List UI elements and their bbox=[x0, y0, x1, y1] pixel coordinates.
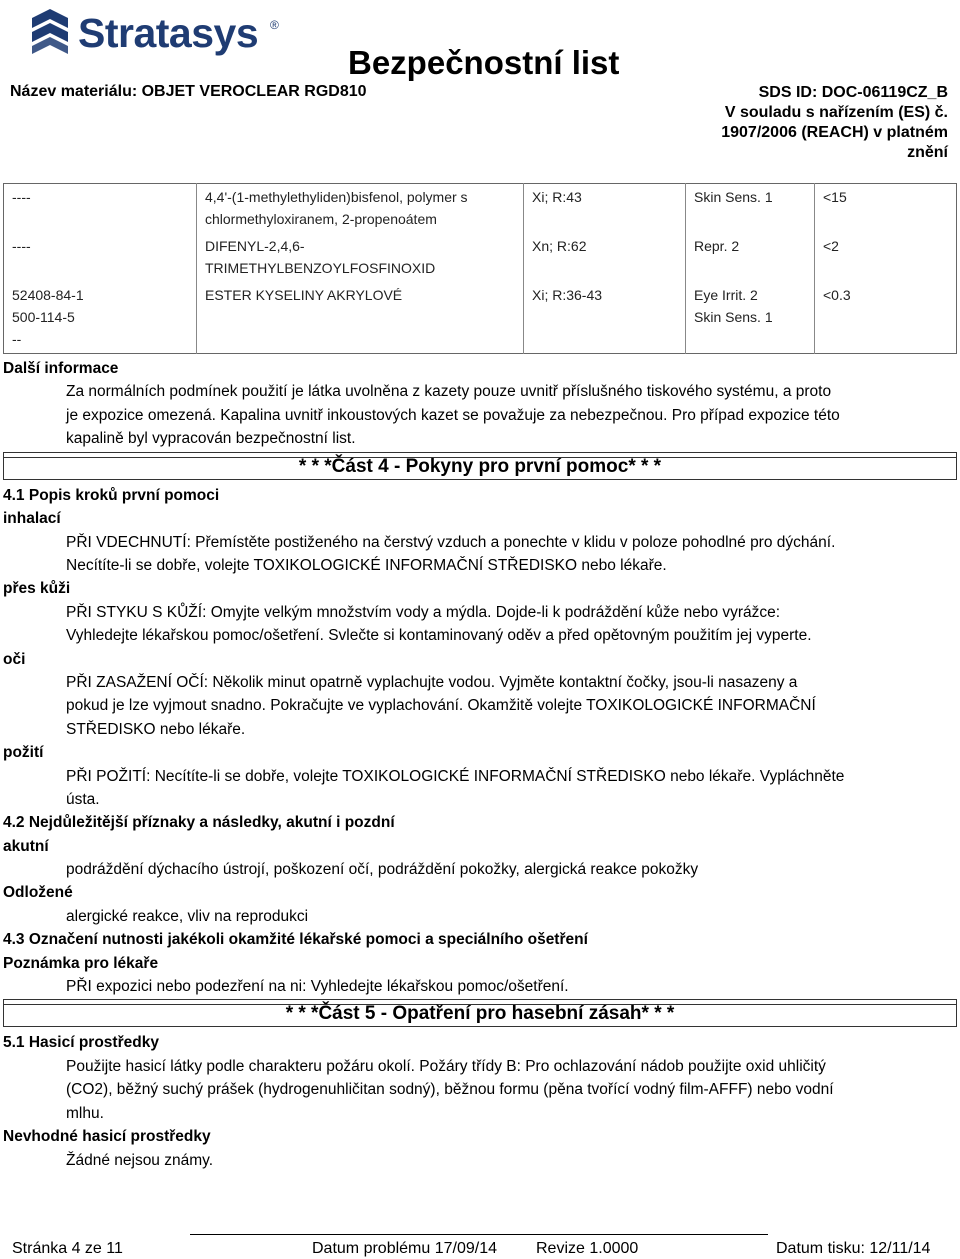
additional-info-line: kapalině byl vypracován bezpečnostní list. bbox=[66, 430, 356, 447]
concentration: <15 bbox=[823, 189, 847, 205]
stratasys-logo bbox=[24, 4, 279, 60]
section-4-title: * * *Část 4 - Pokyny pro první pomoc* * * bbox=[298, 456, 662, 477]
risk-phrase-cell bbox=[524, 184, 686, 234]
eyes-text: PŘI ZASAŽENÍ OČÍ: Několik minut opatrně vyplachujte vodou. Vyjměte kontaktní čočky, jsou-li nasazeny a bbox=[66, 674, 798, 691]
regulation-line: V souladu s nařízením (ES) č. bbox=[724, 104, 948, 121]
concentration: <0.3 bbox=[823, 287, 851, 303]
risk-phrase: Xn; R:62 bbox=[532, 238, 587, 254]
sds-id-line: SDS ID: DOC-06119CZ_B bbox=[758, 84, 948, 101]
risk-phrase-cell bbox=[524, 233, 686, 282]
cas-number: 500-114-5 bbox=[12, 309, 75, 325]
substance-name: 4,4'-(1-methylethyliden)bisfenol, polymer s bbox=[205, 189, 468, 205]
substance-name: DIFENYL-2,4,6- bbox=[205, 238, 305, 254]
hazard-class: Repr. 2 bbox=[694, 238, 740, 254]
print-date: Datum tisku: 12/11/14 bbox=[776, 1240, 931, 1257]
risk-phrase: Xi; R:43 bbox=[532, 189, 582, 205]
logo-wordmark: Stratasys bbox=[78, 10, 259, 56]
regulation-line: znění bbox=[907, 144, 948, 161]
hazard-class: Eye Irrit. 2 bbox=[694, 287, 758, 303]
subsection-4-3: 4.3 Označení nutnosti jakékoli okamžité lékařské pomoci a speciálního ošetření bbox=[3, 931, 588, 948]
acute-text: podráždění dýchacího ústrojí, poškození očí, podráždění pokožky, alergická reakce pokožky bbox=[66, 861, 699, 878]
section-4-header bbox=[3, 452, 957, 480]
delayed-label: Odložené bbox=[3, 884, 73, 901]
cas-number: ---- bbox=[12, 189, 31, 205]
material-name: Název materiálu: OBJET VEROCLEAR RGD810 bbox=[10, 83, 367, 100]
note-to-physician-label: Poznámka pro lékaře bbox=[3, 955, 159, 972]
table-row bbox=[4, 184, 957, 234]
sds-id-block bbox=[688, 83, 948, 163]
concentration: <2 bbox=[823, 238, 839, 254]
composition-table-body bbox=[4, 184, 957, 354]
delayed-text: alergické reakce, vliv na reprodukci bbox=[66, 908, 309, 925]
eyes-label: oči bbox=[3, 651, 26, 668]
skin-label: přes kůži bbox=[3, 580, 71, 597]
registered-mark: ® bbox=[270, 18, 279, 32]
concentration-cell bbox=[815, 184, 957, 234]
hazard-class-cell bbox=[686, 184, 815, 234]
hazard-class: Skin Sens. 1 bbox=[694, 189, 773, 205]
extinguishing-media-text: mlhu. bbox=[66, 1105, 104, 1122]
skin-text: PŘI STYKU S KŮŽÍ: Omyjte velkým množstvím vody a mýdla. Dojde-li k podráždění kůže nebo vyrážce: bbox=[66, 604, 781, 621]
hazard-class-cell bbox=[686, 282, 815, 354]
page-number: Stránka 4 ze 11 bbox=[12, 1240, 123, 1257]
cas-number-cell bbox=[4, 184, 197, 234]
substance-name: chlormethyloxiranem, 2-propenoátem bbox=[205, 211, 437, 227]
inhalation-text: PŘI VDECHNUTÍ: Přemístěte postiženého na čerstvý vzduch a ponechte v klidu v poloze pohodlné pro dýchání. bbox=[66, 534, 836, 551]
hazard-class: Skin Sens. 1 bbox=[694, 309, 773, 325]
additional-info-heading: Další informace bbox=[3, 360, 119, 377]
stratasys-logo-icon bbox=[24, 6, 76, 58]
concentration-cell bbox=[815, 282, 957, 354]
subsection-4-2: 4.2 Nejdůležitější příznaky a následky, akutní i pozdní bbox=[3, 814, 395, 831]
substance-name-cell bbox=[197, 282, 524, 354]
revision: Revize 1.0000 bbox=[536, 1240, 639, 1257]
concentration-cell bbox=[815, 233, 957, 282]
ingestion-label: požití bbox=[3, 744, 44, 761]
subsection-4-1: 4.1 Popis kroků první pomoci bbox=[3, 487, 220, 504]
footer-rule bbox=[190, 1234, 768, 1235]
unsuitable-media-label: Nevhodné hasicí prostředky bbox=[3, 1128, 211, 1145]
additional-info-line: Za normálních podmínek použití je látka uvolněna z kazety pouze uvnitř příslušného tiskového systému, a proto bbox=[66, 383, 832, 400]
eyes-text: pokud je lze vyjmout snadno. Pokračujte ve vyplachování. Okamžitě volejte TOXIKOLOGICKÉ INFORMAČNÍ bbox=[66, 697, 816, 714]
regulation-line: 1907/2006 (REACH) v platném bbox=[721, 124, 948, 141]
cas-number: -- bbox=[12, 331, 22, 347]
substance-name-cell bbox=[197, 233, 524, 282]
substance-name: ESTER KYSELINY AKRYLOVÉ bbox=[205, 287, 403, 303]
additional-info-line: je expozice omezená. Kapalina uvnitř inkoustových kazet se považuje za nebezpečnou. Pro případ expozice této bbox=[66, 407, 840, 424]
section-5-header bbox=[3, 999, 957, 1027]
risk-phrase: Xi; R:36-43 bbox=[532, 287, 603, 303]
cas-number: 52408-84-1 bbox=[12, 287, 84, 303]
section-5-title: * * *Část 5 - Opatření pro hasební zásah* * * bbox=[285, 1003, 675, 1024]
subsection-5-1: 5.1 Hasicí prostředky bbox=[3, 1034, 159, 1051]
inhalation-label: inhalací bbox=[3, 510, 61, 527]
unsuitable-media-text: Žádné nejsou známy. bbox=[66, 1152, 214, 1169]
document-title: Bezpečnostní list bbox=[348, 44, 620, 81]
substance-name: TRIMETHYLBENZOYLFOSFINOXID bbox=[205, 260, 436, 276]
note-to-physician-text: PŘI expozici nebo podezření na ni: Vyhledejte lékařskou pomoc/ošetření. bbox=[66, 978, 569, 995]
inhalation-text: Necítíte-li se dobře, volejte TOXIKOLOGICKÉ INFORMAČNÍ STŘEDISKO nebo lékaře. bbox=[66, 557, 667, 574]
extinguishing-media-text: Použijte hasicí látky podle charakteru požáru okolí. Požáry třídy B: Pro ochlazování nádob použijte oxid uhličitý bbox=[66, 1058, 826, 1075]
cas-number-cell bbox=[4, 233, 197, 282]
risk-phrase-cell bbox=[524, 282, 686, 354]
extinguishing-media-text: (CO2), běžný suchý prášek (hydrogenuhličitan sodný), běžnou formu (pěna tvořící vodný film-AFFF) nebo vodní bbox=[66, 1081, 834, 1098]
eyes-text: STŘEDISKO nebo lékaře. bbox=[66, 721, 246, 738]
issue-date: Datum problému 17/09/14 bbox=[312, 1240, 497, 1257]
table-row bbox=[4, 282, 957, 354]
table-row bbox=[4, 233, 957, 282]
ingestion-text: ústa. bbox=[66, 791, 100, 808]
composition-table bbox=[3, 183, 957, 354]
cas-number: ---- bbox=[12, 238, 31, 254]
cas-number-cell bbox=[4, 282, 197, 354]
ingestion-text: PŘI POŽITÍ: Necítíte-li se dobře, volejte TOXIKOLOGICKÉ INFORMAČNÍ STŘEDISKO nebo lékaře. Vypláchněte bbox=[66, 768, 845, 785]
substance-name-cell bbox=[197, 184, 524, 234]
skin-text: Vyhledejte lékařskou pomoc/ošetření. Svlečte si kontaminovaný oděv a před opětovným použitím jej vyperte. bbox=[66, 627, 812, 644]
hazard-class-cell bbox=[686, 233, 815, 282]
acute-label: akutní bbox=[3, 838, 49, 855]
